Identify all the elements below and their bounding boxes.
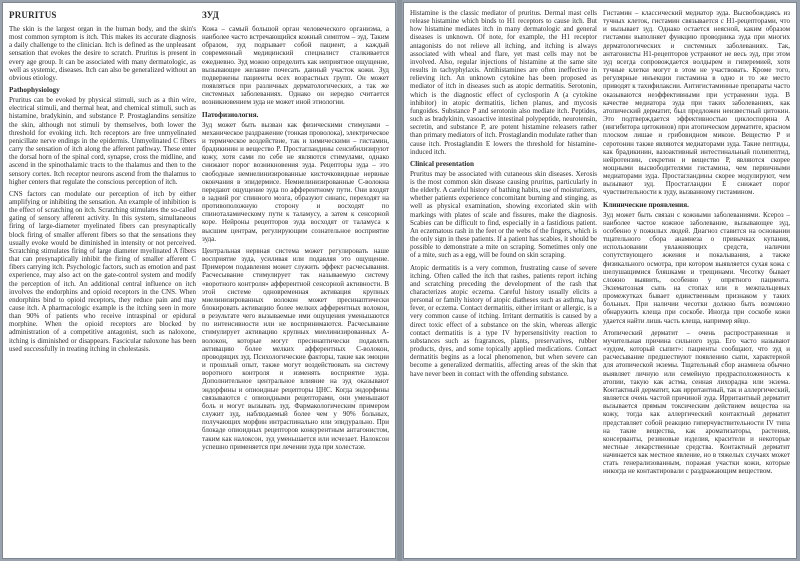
page-right-content [410,9,790,554]
paragraph-en: Pruritus may be associated with cutaneous skin diseases. Xerosis is the most common skin disease causing pruritus, particularly in the elderly. A careful history of bathing habits, use of moisturizers, whether patients experience concomitant burning and stinging, as well as physical examination, showing excoriated skin with markings with plates of scale and fissures, make the diagnosis. Scabies can be difficult to find, especially in a fastidious patient. An eczematous rash in the feet or the webs of the fingers, which is the only sign in these patients. If a patient has scabies, it should be possible to demonstrate a mite on scraping. Sometimes only one of a mite, such as a egg, will be found on skin scraping. [410,169,597,260]
paragraph-ru: Зуд может быть вызван как физическими стимулами – механическое раздражение (тонкая проволока), электрическое и термическое воздействие, так и химическими – гистамин, брадикинин и вещество Р. Простагландины сенсибилизируют кожу, хотя сами по себе не являются стимулами, однако снижают порог возникновения зуда. Рецепторы зуда – это свободные немиелинизированные кисточковидные нервные окончания в эпидермисе. Немиелинизированные С-волокна передают ощущение зуда по афферентному пути. Они входят в задний рог спинного мозга, образуют синапс, переходят на противоположную сторону и восходят по спиноталамическому пути к таламусу, а затем к сенсорной коре. Нейроны рецепторов зуда восходят от таламуса к высшим центрам, регулирующим сознательное восприятие зуда. [202,120,389,243]
title-ru: ЗУД [202,10,220,20]
paragraph-ru: Атопический дерматит – очень распространенная и мучительная причина сильного зуда. Его часто называют «зудом, который сыпит»: пациенты сообщают, что зуд и расчесывание предшествуют появлению сыпи, характерной для атопической экземы. Тщательный сбор анамнеза обычно выявляет личную или семейную предрасположенность к атопии, такую как астма, сенная лихорадка или экзема. Контактный дерматит, как ирритантный, так и аллергический, является очень частой причиной зуда. Ирритантный дерматит вызывается прямым токсическим действием вещества на кожу, тогда как аллергический контактный дерматит представляет собой реакцию гиперчувствительности IV типа на такие вещества, как ароматизаторы, растения, консерванты, резиновые изделия, красители и некоторые местные лекарственные средства. Контактный дерматит начинается как местное явление, но в тяжелых случаях может стать генерализованным, поражая участки кожи, которые никогда не контактировали с раздражающим веществом. [603,328,790,476]
russian-column-right [603,9,790,554]
page-gap [397,0,402,561]
page-left-content [9,9,389,554]
heading-pathophysiology-en: Pathophysiology [9,86,60,95]
english-column-left [9,9,196,554]
page-left[interactable] [3,3,395,558]
paragraph-en: Pruritus can be evoked by physical stimuli, such as a thin wire, electrical stimuli, and thermal heat, and chemical stimuli, such as histamine, bradykinin, and substance P. Prostaglandins sensitize the skin, although not stimuli by themselves, both lower the threshold for evoking itch. Itch receptors are free unmyelinated penicillate nerve endings in the epidermis. Unmyelinated C fibers carry the sensation of itch along the afferent pathway. These enter the dorsal horn of the spinal cord, synapse, cross the midline, and ascend in the spinothalamic tracts to the thalamus and then to the sensory cortex. Itch receptor neurons ascend from the thalamus to higher centers that regulate the conscious perception of itch. [9,96,196,186]
page-right[interactable] [404,3,796,558]
paragraph-ru: Гистамин – классический медиатор зуда. Высвобождаясь из тучных клеток, гистамин связывается с Н1-рецепторами, что и вызывает зуд. Однако остается неясной, каким образом гистамин выполняет функцию проводника зуда при многих дерматологических и системных заболеваниях. Так, антагонисты Н1-рецепторов устраняют не весь зуд, при этом зуд всегда сопровождается волдырем и гиперемией, хотя тучные клетки могут в этом не участвовать. Кроме того, регулярные инъекции гистамина в одно и то же место приводят к тахифилаксии. Антигистаминные препараты часто оказываются неэффективными при устранении зуда. В качестве медиатора зуда при таких заболеваниях, как атопический дерматит, был предложен неизвестный цитокин. Это подтверждается эффективностью циклоспорина А (ингибитора цитокинов) при атопическом дерматите, красном плоском лишае и грибовидном микозе. Вещество Р и серотонин также являются медиаторами зуда. Такие пептиды, как брадикинин, вазоактивный интестинальный полипептид, нейротензин, секретин и вещество Р, являются скорее мощными высвободителями гистамина, чем первичными медиаторами зуда. Простагландины скорее модулируют, чем вызывают зуд. Простагландин Е снижает порог чувствительности к зуду, вызванному гистамином. [603,9,790,197]
intro-ru: Кожа – самый большой орган человеческого организма, а наиболее часто встречающийся кожный симптом – зуд. Таким образом, зуд подрывает собой пациент, а каждый современный медицинский специалист сталкивается ежедневно. Зуд можно определить как неприятное ощущение, вызывающее желание почесать данный участок кожи. Зуд подвержены пациенты всех возрастных групп. Он может появляться при различных дерматологических, а так же системных заболеваниях. Однако он нередко считается возникновением зуда не может иной этиологии. [202,25,389,107]
heading-clinical-ru: Клинические проявления. [603,200,689,209]
paragraph-en: Histamine is the classic mediator of pruritus. Dermal mast cells release histamine which binds to H1 receptors to cause itch. But how histamine mediates itch in many dermatologic and general diseases is unknown. Of note, for example, the H1 receptor antagonists do not relieve all itching, and itching is always associated with wheal and flare, yet mast cells may not be involved. Also, regular injections of histamine at the same site results in tachyphylaxis. Antihistamines are often ineffective in relieving itch. An unknown cytokine has been proposed as mediator of itch in diseases such as atopic dermatitis. Serotonin, which is the diagnostic effect of cyclosporin A (a cytokine inhibitor) in atopic dermatitis, lichen planus, and mycosis fungoides. Substance P and serotonin also mediate itch. Peptides, such as bradykinin, vasoactive intestinal polypeptide, neurotensin, secretin, and substance P, are potent histamine releasers rather than primary mediators of itch. Prostaglandin modulate rather than cause itch. Prostaglandin E lowers the threshold for histamine-induced itch. [410,9,597,156]
paragraph-en: Atopic dermatitis is a very common, frustrating cause of severe itching. Often called the itch that rashes, patients report itching and scratching preceding the development of the rash that characterizes atopic eczema. Careful history usually elicits a personal or family history of atopic diatheses such as asthma, hay fever, or eczema. Contact dermatitis, either irritant or allergic, is a very common cause of itching. Irritant dermatitis is caused by a direct toxic effect of a substance on the skin, whereas allergic contact dermatitis is a type IV hypersensitivity reaction to substances such as fragrances, plants, preservatives, rubber products, dyes, and some topically applied medications. Contact dermatitis begins as a local phenomenon, but when severe can become a generalized dermatitis, affecting areas of the skin that have never been in contact with the offending substance. [410,263,597,378]
heading-clinical-en: Clinical presentation [410,159,474,168]
heading-pathophysiology-ru: Патофизиология. [202,110,259,119]
paragraph-ru: Зуд может быть связан с кожными заболеваниями. Ксероз – наиболее частое кожное заболевание, вызывающее зуд, особенно у пожилых людей. Диагноз ставится на основании тщательного сбора анамнеза о привычках купания, использовании увлажняющих средств, наличии сопутствующего жжения и покалывания, а также физикального осмотра, при котором выявляется сухая кожа с шелушащимися бляшками и трещинами. Чесотку бывает сложно выявить, особенно у опрятного пациента. Экзематозная сыпь на стопах или в межпальцевых промежутках бывает единственным признаком у таких больных. При наличии чесотки должно быть возможно обнаружить клеща при соскобе. Иногда при соскобе кожи удается найти лишь часть клеща, например яйцо. [603,210,790,325]
paragraph-ru: Центральная нервная система может регулировать наше восприятие зуда, усиливая или подавляя это ощущение. Примером подавления может служить эффект расчесывания. Расчесывание стимулирует так называемую систему «воротного контроля» афферентной сенсорной активности. В этой системе одновременная активация крупных миелинизированных волокон может пресинаптически блокировать активацию более мелких афферентных волокон, в результате чего вызываемые ими ощущения уменьшаются по интенсивности или не воспринимаются. Расчесывание стимулирует активацию крупных миелинизированных А-волокон, которые могут пресинаптически подавлять активацию более мелких афферентных С-волокон, проводящих зуд. Психологические факторы, такие как эмоции и прошлый опыт, также могут воздействовать на систему воротного контроля и изменять восприятие зуда. Дополнительное центральное влияние на зуд оказывают эндорфины и опиоидные рецепторы ЦНС. Когда эндорфины связываются с опиоидными рецепторами, они уменьшают боль и могут вызывать зуд. Фармакологическим примером служит зуд, наблюдаемый более чем у 90% больных, получающих морфин интраспинально или эпидурально. При блокаде опиоидных рецепторов конкурентным антагонистом, таким как налоксон, зуд уменьшается или исчезает. Налоксон успешно применяется при лечении зуда при холестазе. [202,246,389,451]
russian-column-left [202,9,389,554]
intro-en: The skin is the largest organ in the human body, and the skin's most common symptom is itch. This makes its accurate diagnosis a daily challenge to the clinician. Itch is defined as the unpleasant sensation that evokes the desire to scratch. Pruritus is present in every age group. It can be associated with many dermatologic, as well as systemic, diseases. Itch can also be generalized without an obvious etiology. [9,25,196,82]
english-column-right [410,9,597,554]
paragraph-en: CNS factors can modulate our perception of itch by either amplifying or inhibiting the sensation. An example of inhibition is the effect of scratching on itch. Scratching stimulates the so-called gating of sensory afferent activity. In this system, simultaneous firing of large-diameter myelinated fibers can presynaptically block firing of smaller afferent fibers so that the sensations they usually evoke would be diminished in intensity or not perceived. Scratching stimulates firing of large diameter myelinated A fibers that can presynaptically inhibit the firing of smaller afferent C fibers carrying itch. Psychologic factors, such as emotion and past experience, may also act on the gate-control system and modify the perception of itch. An additional central influence on itch involves the endorphins and opioid receptors in the CNS. When endorphins bind to opioid receptors, they reduce pain and may cause itch. A pharmacologic example is the itching seen in more than 90% of patients who receive intraspinal or epidural morphine. When the opioid receptors are blocked by administration of a competitive antagonist, such as naloxone, itching is diminished or disappears. Fascicular naloxone has been used successfully in treating itching in cholestasis. [9,189,196,353]
title-en: PRURITUS [9,10,57,20]
